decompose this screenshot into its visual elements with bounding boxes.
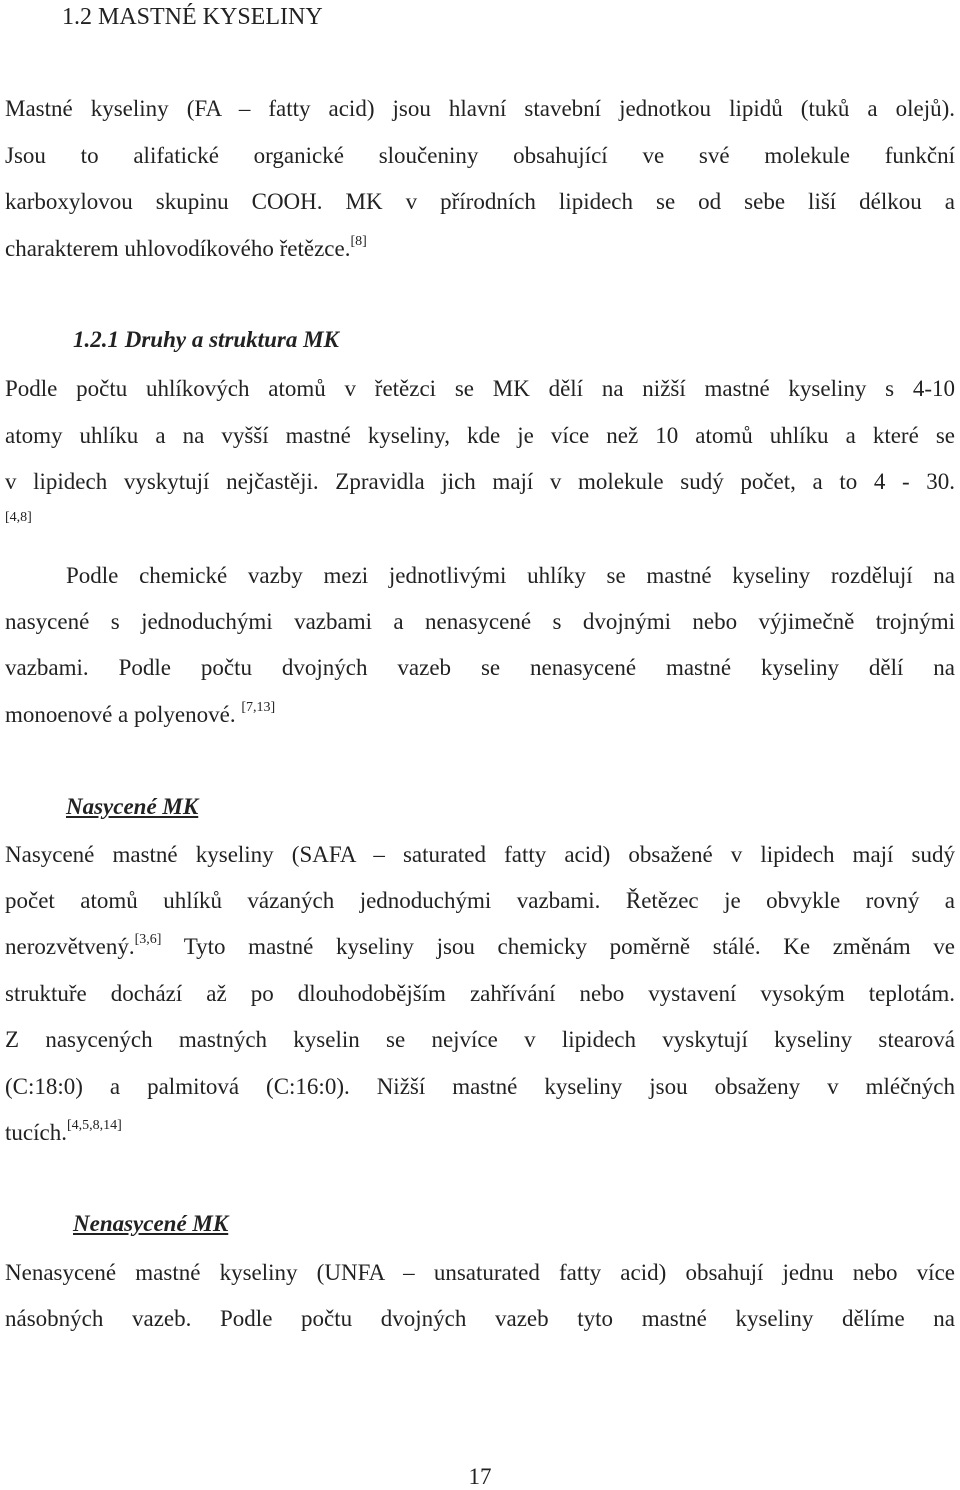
citation: [4,8] [5,510,32,525]
citation: [8] [350,234,367,249]
section-title: 1.2 MASTNÉ KYSELINY [62,4,323,30]
paragraph-line: nasycené s jednoduchými vazbami a nenasycené s dvojnými nebo výjimečně trojnými [5,609,955,634]
paragraph-text: Tyto mastné kyseliny jsou chemicky poměrně stálé. Ke změnám ve [183,934,955,959]
intro-line: karboxylovou skupinu COOH. MK v přírodních lipidech se od sebe liší délkou a [5,189,955,214]
intro-text: charakterem uhlovodíkového řetězce. [5,236,351,261]
paragraph-line: v lipidech vyskytují nejčastěji. Zpravidla jich mají v molekule sudý počet, a to 4 - 30. [5,469,955,494]
paragraph-line: vazbami. Podle počtu dvojných vazeb se nenasycené mastné kyseliny dělí na [5,655,955,680]
paragraph-line: násobných vazeb. Podle počtu dvojných vazeb tyto mastné kyseliny dělíme na [5,1306,955,1331]
intro-line: Jsou to alifatické organické sloučeniny obsahující ve své molekule funkční [5,143,955,168]
paragraph-line: Nenasycené mastné kyseliny (UNFA – unsaturated fatty acid) obsahují jednu nebo více [5,1260,955,1285]
paragraph-line: Nasycené mastné kyseliny (SAFA – saturated fatty acid) obsažené v lipidech mají sudý [5,842,955,867]
citation: [7,13] [241,700,276,715]
paragraph-text: nerozvětvený. [5,934,135,959]
intro-line-last [5,234,955,264]
saturated-heading: Nasycené MK [66,794,199,819]
paragraph-text: monoenové a polyenové. [5,702,236,727]
paragraph-line-last [5,1118,955,1148]
paragraph-text: tucích. [5,1120,67,1145]
citation: [3,6] [134,932,162,947]
paragraph-line-last [5,700,955,730]
paragraph-line [5,932,955,962]
paragraph-line: (C:18:0) a palmitová (C:16:0). Nižší mastné kyseliny jsou obsaženy v mléčných [5,1074,955,1099]
intro-line: Mastné kyseliny (FA – fatty acid) jsou hlavní stavební jednotkou lipidů (tuků a olejů). [5,96,955,121]
paragraph-line: atomy uhlíku a na vyšší mastné kyseliny, kde je více než 10 atomů uhlíku a které se [5,423,955,448]
paragraph-line: struktuře dochází až po dlouhodobějším zahřívání nebo vystavení vysokým teplotám. [5,981,955,1006]
paragraph-line: Podle chemické vazby mezi jednotlivými uhlíky se mastné kyseliny rozdělují na [66,563,955,588]
page-number: 17 [468,1464,492,1489]
unsaturated-heading: Nenasycené MK [73,1211,229,1236]
paragraph-line: počet atomů uhlíků vázaných jednoduchými vazbami. Řetězec je obvykle rovný a [5,888,955,913]
subsection-title: 1.2.1 Druhy a struktura MK [73,327,339,352]
paragraph-line: Z nasycených mastných kyselin se nejvíce v lipidech vyskytují kyseliny stearová [5,1027,955,1052]
paragraph-line: Podle počtu uhlíkových atomů v řetězci se MK dělí na nižší mastné kyseliny s 4-10 [5,376,955,401]
citation: [4,5,8,14] [66,1118,122,1133]
